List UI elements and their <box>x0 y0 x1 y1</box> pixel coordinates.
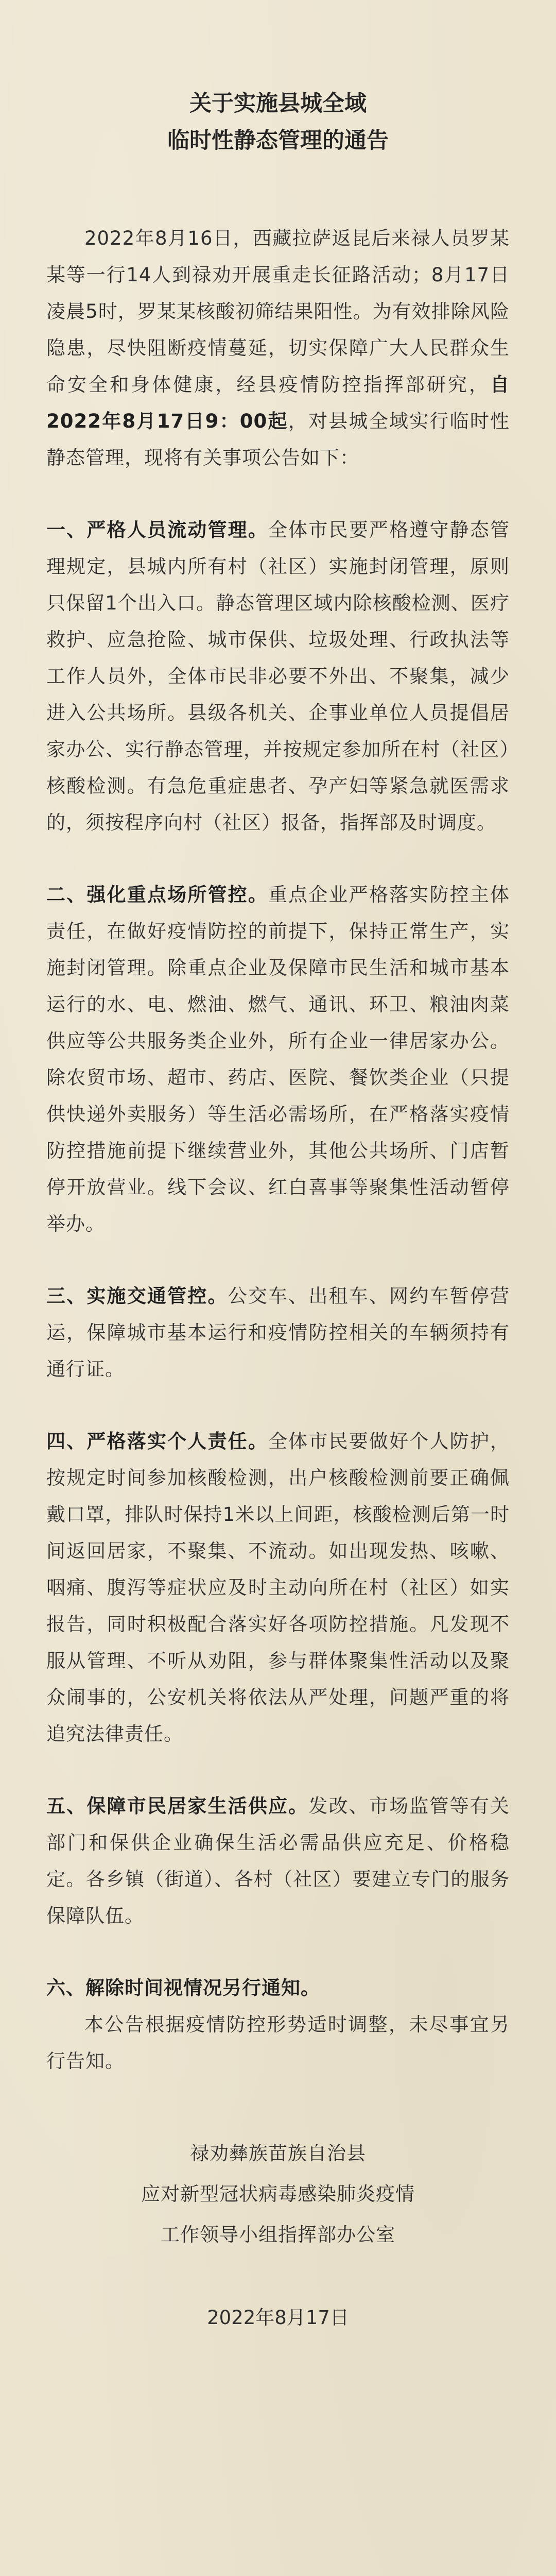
section-2 <box>46 876 510 1242</box>
section-3 <box>46 1278 510 1387</box>
intro-text: 2022年8月16日，西藏拉萨返昆后来禄人员罗某某等一行14人到禄劝开展重走长征路活动；8月17日凌晨5时，罗某某核酸初筛结果阳性。为有效排除风险隐患，尽快阻断疫情蔓延，切实保障广大人民群众生命安全和身体健康，经县疫情防控指挥部研究， <box>46 227 510 396</box>
section-1-heading: 一、严格人员流动管理。 <box>46 519 268 541</box>
title-line-1: 关于实施县城全域 <box>189 91 367 116</box>
section-5-body: 发改、市场监管等有关部门和保供企业确保生活必需品供应充足、价格稳定。各乡镇（街道）、各村（社区）要建立专门的服务保障队伍。 <box>46 1795 510 1927</box>
section-2-body: 重点企业严格落实防控主体责任，在做好疫情防控的前提下，保持正常生产，实施封闭管理。除重点企业及保障市民生活和城市基本运行的水、电、燃油、燃气、通讯、环卫、粮油肉菜供应等公共服务类企业外，所有企业一律居家办公。除农贸市场、超市、药店、医院、餐饮类企业（只提供快递外卖服务）等生活必需场所，在严格落实疫情防控措施前提下继续营业外，其他公共场所、门店暂停开放营业。线下会议、红白喜事等聚集性活动暂停举办。 <box>46 884 510 1235</box>
section-3-heading: 三、实施交通管控。 <box>46 1285 228 1307</box>
issue-date: 2022年8月17日 <box>207 2307 349 2329</box>
section-4 <box>46 1423 510 1752</box>
section-1-body: 全体市民要严格遵守静态管理规定，县城内所有村（社区）实施封闭管理，原则只保留1个出入口。静态管理区域内除核酸检测、医疗救护、应急抢险、城市保供、垃圾处理、行政执法等工作人员外，全体市民非必要不外出、不聚集，减少进入公共场所。县级各机关、企事业单位人员提倡居家办公、实行静态管理，并按规定参加所在村（社区）核酸检测。有急危重症患者、孕产妇等紧急就医需求的，须按程序向村（社区）报备，指挥部及时调度。 <box>46 519 510 834</box>
section-4-body: 全体市民要做好个人防护，按规定时间参加核酸检测，出户核酸检测前要正确佩戴口罩，排队时保持1米以上间距，核酸检测后第一时间返回居家，不聚集、不流动。如出现发热、咳嗽、咽痛、腹泻等症状应及时主动向所在村（社区）如实报告，同时积极配合落实好各项防控措施。凡发现不服从管理、不听从劝阻，参与群体聚集性活动以及聚众闹事的，公安机关将依法从严处理，问题严重的将追究法律责任。 <box>46 1430 510 1745</box>
closing-note: 本公告根据疫情防控形势适时调整，未尽事宜另行告知。 <box>46 2013 510 2072</box>
issuer-signature <box>46 2133 510 2255</box>
section-2-heading: 二、强化重点场所管控。 <box>46 884 268 906</box>
title-line-2: 临时性静态管理的通告 <box>167 128 389 154</box>
issuer-line-3: 工作领导小组指挥部办公室 <box>161 2224 395 2246</box>
section-6 <box>46 1970 510 2006</box>
section-5 <box>46 1788 510 1934</box>
section-3-body: 公交车、出租车、网约车暂停营运，保障城市基本运行和疫情防控相关的车辆须持有通行证。 <box>46 1285 510 1380</box>
intro-effective-time: 自2022年8月17日9：00起 <box>46 374 510 432</box>
intro-paragraph <box>46 220 510 476</box>
intro-text-end: ，对县城全域实行临时性静态管理，现将有关事项公告如下： <box>46 410 510 469</box>
section-4-heading: 四、严格落实个人责任。 <box>46 1430 268 1452</box>
section-5-heading: 五、保障市民居家生活供应。 <box>46 1795 309 1817</box>
issuer-line-2: 应对新型冠状病毒感染肺炎疫情 <box>141 2183 415 2205</box>
issuer-line-1: 禄劝彝族苗族自治县 <box>190 2142 366 2164</box>
section-1 <box>46 512 510 841</box>
section-6-heading: 六、解除时间视情况另行通知。 <box>46 1977 320 1999</box>
notice-title <box>46 0 510 159</box>
